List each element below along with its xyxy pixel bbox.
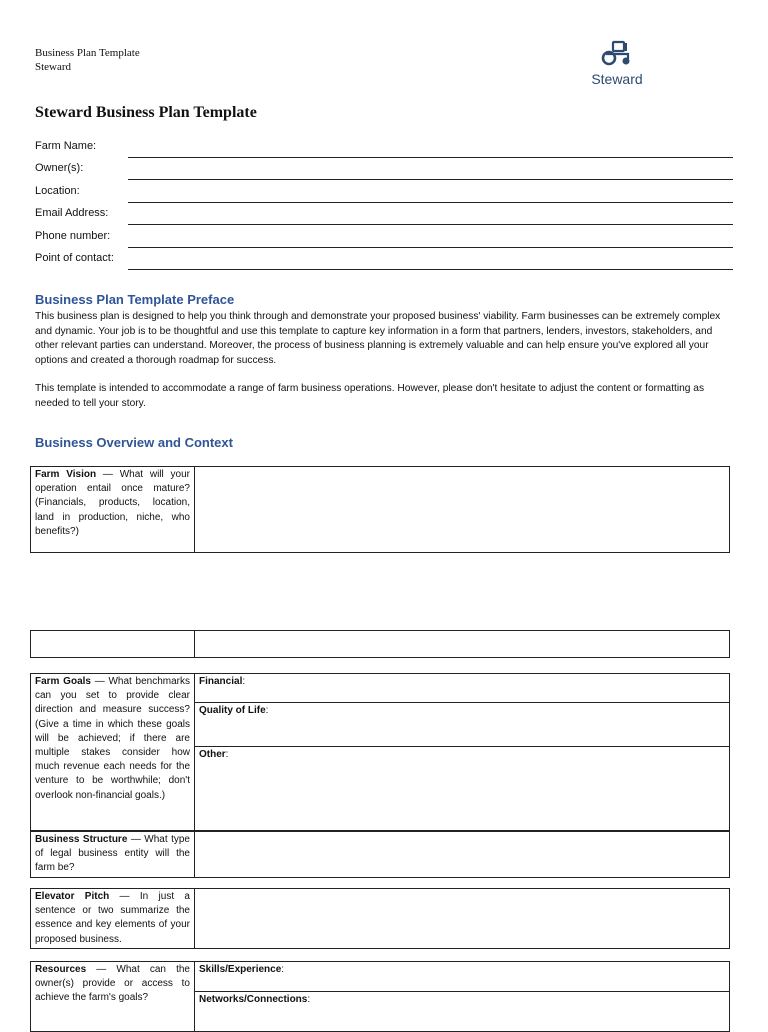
- field-input-line[interactable]: [128, 269, 733, 270]
- overview-heading: Business Overview and Context: [35, 435, 233, 450]
- business-structure-desc: — What type of legal business entity will the farm be?: [35, 834, 190, 874]
- field-location[interactable]: [35, 181, 733, 203]
- farm-vision-answer[interactable]: [195, 467, 730, 553]
- business-structure-label: [31, 832, 195, 878]
- preface-paragraph-2: This template is intended to accommodate a range of farm business operations. However, please don't hesitate to adjust the content or formatting as needed to tell your story.: [35, 383, 705, 409]
- business-structure-term: Business Structure: [35, 834, 128, 845]
- goal-other-cell[interactable]: Other:: [195, 747, 730, 831]
- business-structure-table: [30, 831, 730, 878]
- farm-vision-desc: — What will your operation entail once mature? (Financials, products, location, land in production, niche, who benefits?): [35, 469, 190, 537]
- farm-goals-label: [31, 674, 195, 831]
- blank-answer-cell[interactable]: [195, 631, 730, 658]
- logo-text: Steward: [591, 71, 643, 87]
- resource-skills-label: Skills/Experience: [199, 964, 282, 975]
- steward-logo: [584, 40, 650, 87]
- farm-goals-term: Farm Goals: [35, 676, 91, 687]
- blank-label-cell[interactable]: [31, 631, 195, 658]
- field-label: Owner(s):: [35, 162, 84, 175]
- elevator-pitch-term: Elevator Pitch: [35, 891, 110, 902]
- elevator-pitch-table: [30, 888, 730, 949]
- field-label: Phone number:: [35, 229, 111, 242]
- goal-quality-of-life-label: Quality of Life: [199, 705, 266, 716]
- tractor-icon: [601, 40, 633, 66]
- resources-label: [31, 962, 195, 1032]
- goal-financial-label: Financial: [199, 676, 243, 687]
- business-structure-answer[interactable]: [195, 832, 730, 878]
- page-header: [35, 46, 140, 74]
- farm-goals-table: [30, 673, 730, 831]
- resource-skills-cell[interactable]: Skills/Experience:: [195, 962, 730, 992]
- field-farm-name[interactable]: [35, 136, 733, 158]
- resources-term: Resources: [35, 964, 87, 975]
- field-email[interactable]: [35, 203, 733, 225]
- preface-heading: Business Plan Template Preface: [35, 292, 235, 307]
- elevator-pitch-answer[interactable]: [195, 889, 730, 949]
- farm-vision-table: [30, 466, 730, 553]
- resource-networks-cell[interactable]: Networks/Connections:: [195, 992, 730, 1032]
- elevator-pitch-desc: — In just a sentence or two summarize the essence and key elements of your proposed business.: [35, 891, 190, 945]
- resource-networks-label: Networks/Connections: [199, 994, 308, 1005]
- contact-fields: [35, 136, 733, 270]
- field-point-of-contact[interactable]: [35, 248, 733, 270]
- farm-vision-term: Farm Vision: [35, 469, 97, 480]
- header-org-name: Steward: [35, 61, 72, 73]
- field-owners[interactable]: [35, 158, 733, 180]
- goal-financial-cell[interactable]: Financial:: [195, 674, 730, 703]
- field-label: Location:: [35, 184, 80, 197]
- field-label: Email Address:: [35, 207, 109, 220]
- page-title: Steward Business Plan Template: [35, 104, 257, 121]
- farm-vision-label: [31, 467, 195, 553]
- farm-goals-desc: — What benchmarks can you set to provide clear direction and measure success? (Give a time in which these goals will be achieved; if there are multiple stakes consider how much revenue each needs for the venture to be worthwhile; don't overlook non-financial goals.): [35, 676, 190, 801]
- field-phone[interactable]: [35, 226, 733, 248]
- blank-table: [30, 630, 730, 658]
- goal-other-label: Other: [199, 749, 226, 760]
- field-label: Farm Name:: [35, 140, 97, 152]
- field-label: Point of contact:: [35, 251, 114, 264]
- resources-table: [30, 961, 730, 1032]
- header-doc-name: Business Plan Template: [35, 47, 140, 59]
- elevator-pitch-label: [31, 889, 195, 949]
- preface-paragraph-1: This business plan is designed to help you think through and demonstrate your proposed business' viability. Farm businesses can be extremely complex and dynamic. Your job is to be thoughtful and use this template to capture key information in a form that partners, lenders, investors, stakeholders, and other relevant parties can understand. Moreover, the process of business planning is extremely valuable and can help ensure you've explored all your options and created a thorough roadmap for success.: [35, 311, 721, 366]
- goal-quality-of-life-cell[interactable]: Quality of Life:: [195, 703, 730, 747]
- resources-desc: — What can the owner(s) provide or access to achieve the farm's goals?: [35, 964, 190, 1004]
